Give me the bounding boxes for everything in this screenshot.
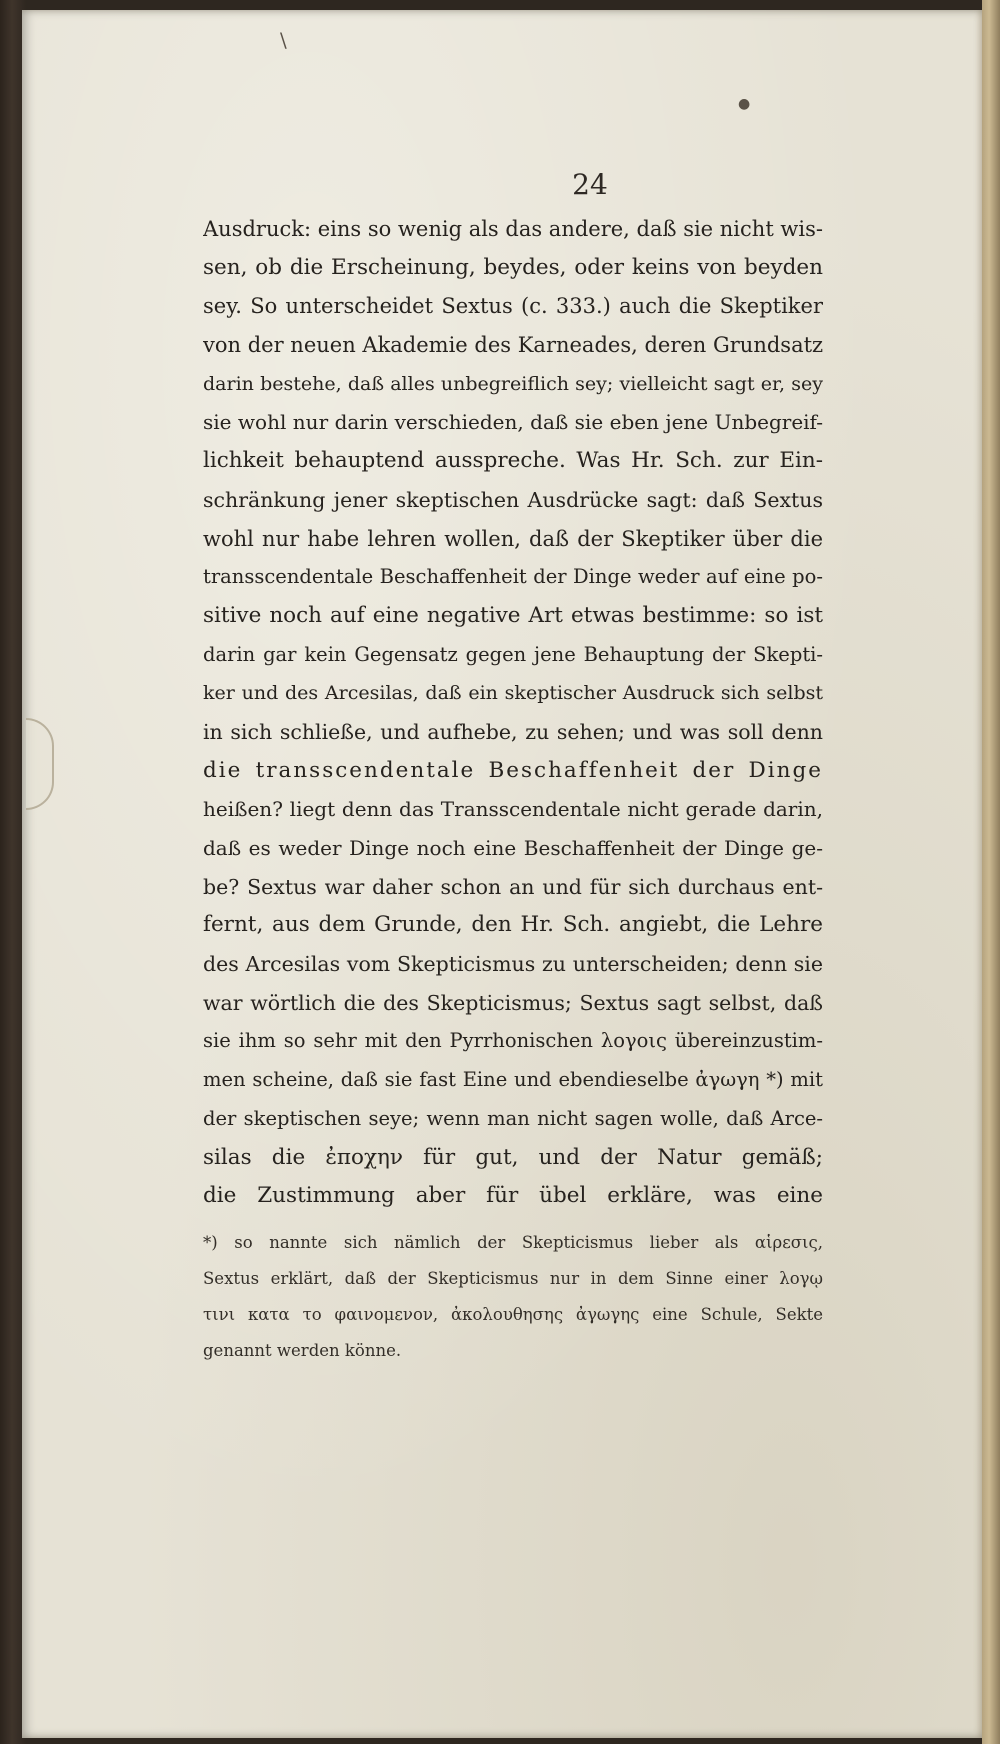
body-text	[203, 210, 823, 1216]
page-speck: \	[280, 28, 287, 52]
text-line: des Arcesilas vom Skepticismus zu unterscheiden; denn sie	[203, 952, 823, 977]
text-line-spaced: die transscendentale Beschaffenheit der Dinge	[203, 757, 823, 783]
text-line: war wörtlich die des Skepticismus; Sextus sagt selbst, daß	[203, 990, 823, 1015]
text-line: ker und des Arcesilas, daß ein skeptischer Ausdruck sich selbst	[203, 682, 823, 705]
text-line: schränkung jener skeptischen Ausdrücke sagt: daß Sextus	[203, 487, 823, 512]
page-speck: ●	[738, 96, 751, 112]
page-number: 24	[572, 168, 608, 201]
text-line: sie wohl nur darin verschieden, daß sie eben jene Unbegreif-	[203, 410, 823, 435]
text-line: heißen? liegt denn das Transscendentale nicht gerade darin,	[203, 797, 823, 822]
text-line: fernt, aus dem Grunde, den Hr. Sch. angiebt, die Lehre	[203, 912, 823, 938]
text-line: sen, ob die Erscheinung, beydes, oder keins von beyden	[203, 254, 823, 280]
text-line: darin gar kein Gegensatz gegen jene Behauptung der Skepti-	[203, 642, 823, 666]
text-line: Ausdruck: eins so wenig als das andere, daß sie nicht wis-	[203, 217, 823, 241]
text-line: men scheine, daß sie fast Eine und ebendieselbe ἀγωγη *) mit	[203, 1068, 823, 1092]
page-clasp-mark	[26, 718, 54, 810]
text-line: be? Sextus war daher schon an und für sich durchaus ent-	[203, 874, 823, 899]
text-line: von der neuen Akademie des Karneades, deren Grundsatz	[203, 333, 823, 358]
footnote-line: *) so nannte sich nämlich der Skepticismus lieber als αἱρεσις,	[203, 1233, 823, 1252]
text-line: sitive noch auf eine negative Art etwas bestimme: so ist	[203, 602, 823, 628]
text-line: in sich schließe, und aufhebe, zu sehen; und was soll denn	[203, 719, 823, 744]
text-line: daß es weder Dinge noch eine Beschaffenheit der Dinge ge-	[203, 836, 823, 860]
text-line: die Zustimmung aber für übel erkläre, was eine	[203, 1183, 823, 1209]
text-line: silas die ἐποχην für gut, und der Natur gemäß;	[203, 1144, 823, 1170]
footnote	[203, 1225, 823, 1369]
text-line: wohl nur habe lehren wollen, daß der Skeptiker über die	[203, 526, 823, 551]
text-line: darin bestehe, daß alles unbegreiflich sey; vielleicht sagt er, sey	[203, 372, 823, 395]
text-line: lichkeit behauptend ausspreche. Was Hr. Sch. zur Ein-	[203, 448, 823, 474]
text-line: transscendentale Beschaffenheit der Dinge weder auf eine po-	[203, 565, 823, 589]
footnote-line: genannt werden könne.	[203, 1341, 402, 1360]
footnote-line: τινι κατα το φαινομενον, ἀκολουθησης ἀγωγης eine Schule, Sekte	[203, 1305, 823, 1324]
text-line: sey. So unterscheidet Sextus (c. 333.) auch die Skeptiker	[203, 294, 823, 319]
page-edge	[982, 0, 1000, 1744]
text-line: sie ihm so sehr mit den Pyrrhonischen λογοις übereinzustim-	[203, 1029, 823, 1053]
text-line: der skeptischen seye; wenn man nicht sagen wolle, daß Arce-	[203, 1106, 823, 1130]
footnote-line: Sextus erklärt, daß der Skepticismus nur in dem Sinne einer λογῳ	[203, 1269, 823, 1288]
